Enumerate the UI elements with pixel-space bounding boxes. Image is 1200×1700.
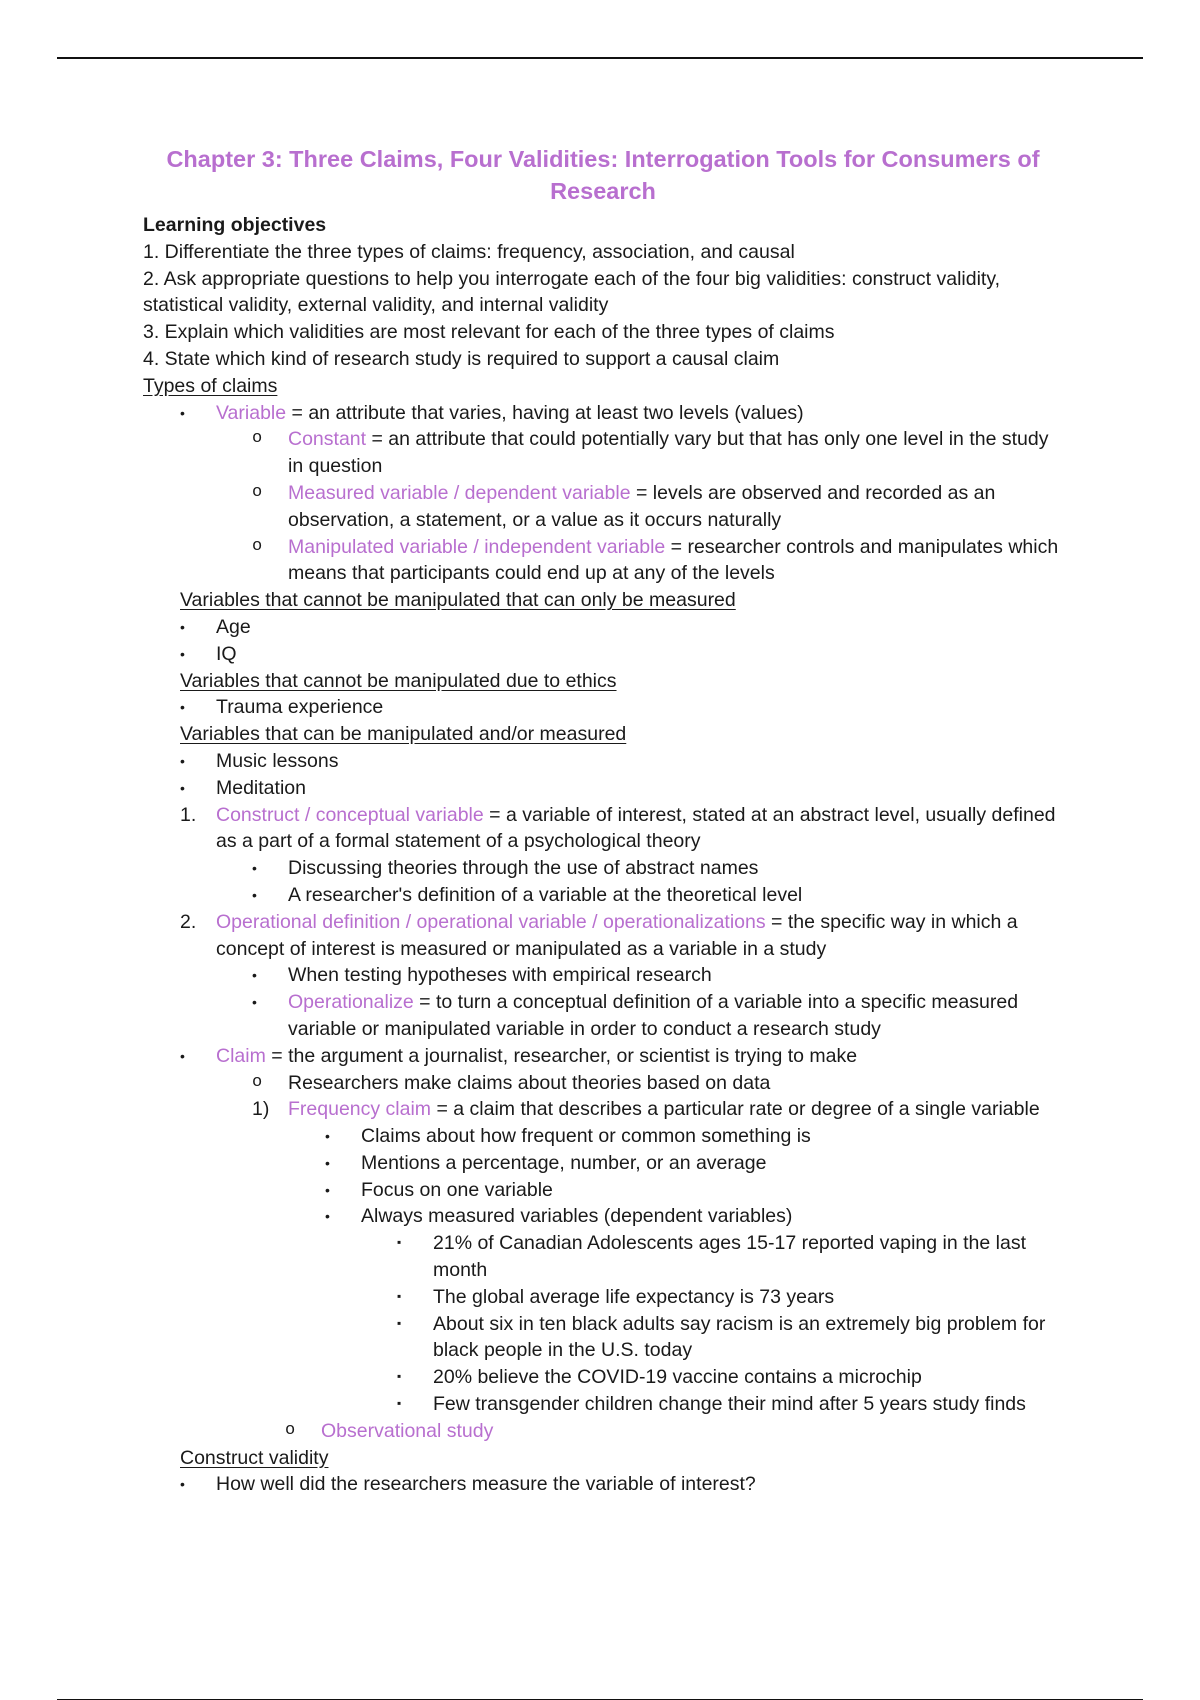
- constant-def: = an attribute that could potentially vary but that has only one level in the study in question: [288, 428, 1049, 478]
- list-item: [143, 1177, 1063, 1204]
- construct-variable-term: Construct / conceptual variable: [216, 803, 484, 826]
- group-heading-measured-only: Variables that cannot be manipulated that can only be measured: [180, 589, 736, 612]
- square-bullet-icon: ▪: [397, 1369, 402, 1384]
- circle-bullet-icon: o: [285, 1420, 296, 1440]
- document-page: [143, 143, 1063, 1498]
- item-number: 2.: [180, 910, 197, 933]
- numbered-item: [143, 1096, 1063, 1123]
- bullet-icon: •: [325, 1128, 330, 1145]
- claim-def: = the argument a journalist, researcher, or scientist is trying to make: [265, 1044, 858, 1067]
- list-item-text: Focus on one variable: [361, 1178, 553, 1201]
- page-title: Chapter 3: Three Claims, Four Validities: Interrogation Tools for Consumers of Research: [166, 146, 1040, 204]
- list-item: [143, 1230, 1063, 1284]
- list-item: [143, 1150, 1063, 1177]
- list-item-text: When testing hypotheses with empirical research: [288, 964, 712, 987]
- bullet-icon: •: [180, 1047, 185, 1064]
- bullet-icon: •: [180, 1476, 185, 1493]
- item-number: 1): [252, 1098, 270, 1121]
- circle-bullet-icon: o: [252, 482, 263, 502]
- square-bullet-icon: ▪: [397, 1396, 402, 1411]
- circle-bullet-icon: o: [252, 1072, 263, 1092]
- manipulated-variable-def: = researcher controls and manipulates which means that participants could end up at any of the levels: [288, 535, 1059, 585]
- list-item-text: Few transgender children change their mind after 5 years study finds: [433, 1393, 1026, 1416]
- list-item-text: Always measured variables (dependent variables): [361, 1205, 793, 1228]
- objective-2: 2. Ask appropriate questions to help you interrogate each of the four big validities: construct validity,: [143, 267, 1001, 290]
- group-heading-manipulable: Variables that can be manipulated and/or measured: [180, 723, 627, 746]
- measured-variable-def: = levels are observed and recorded as an observation, a statement, or a value as it occurs naturally: [288, 481, 996, 531]
- list-item: [143, 775, 1063, 802]
- list-item-text: Discussing theories through the use of abstract names: [288, 857, 759, 880]
- objective-2-cont: statistical validity, external validity, and internal validity: [143, 294, 609, 317]
- list-item-text: 21% of Canadian Adolescents ages 15-17 reported vaping in the last month: [433, 1232, 1026, 1282]
- list-item: [143, 855, 1063, 882]
- variable-def: = an attribute that varies, having at least two levels (values): [286, 401, 804, 424]
- list-item-text: Music lessons: [216, 749, 339, 772]
- list-item-text: A researcher's definition of a variable at the theoretical level: [288, 883, 803, 906]
- manipulated-variable-term: Manipulated variable / independent variable: [288, 535, 666, 558]
- numbered-item: [143, 802, 1063, 856]
- list-item: [143, 1364, 1063, 1391]
- numbered-item: [143, 909, 1063, 963]
- list-item: [143, 1418, 1063, 1445]
- list-item-text: How well did the researchers measure the variable of interest?: [216, 1473, 756, 1496]
- operationalize-term: Operationalize: [288, 991, 414, 1014]
- list-item: [143, 614, 1063, 641]
- list-item: [143, 1391, 1063, 1418]
- list-item-text: IQ: [216, 642, 237, 665]
- bullet-icon: •: [252, 860, 257, 877]
- list-item: [143, 748, 1063, 775]
- bullet-icon: •: [325, 1154, 330, 1171]
- list-item: [143, 1203, 1063, 1230]
- objective-3: 3. Explain which validities are most relevant for each of the three types of claims: [143, 321, 835, 344]
- list-item-text: Mentions a percentage, number, or an average: [361, 1151, 767, 1174]
- square-bullet-icon: ▪: [397, 1315, 402, 1330]
- types-of-claims-heading: Types of claims: [143, 374, 278, 397]
- list-item-text: 20% believe the COVID-19 vaccine contains a microchip: [433, 1366, 922, 1389]
- bullet-icon: •: [252, 886, 257, 903]
- list-item-text: Meditation: [216, 776, 306, 799]
- list-item-text: Researchers make claims about theories based on data: [288, 1071, 771, 1094]
- bullet-icon: •: [180, 699, 185, 716]
- list-item: [143, 962, 1063, 989]
- list-item-text: Age: [216, 615, 251, 638]
- measured-variable-term: Measured variable / dependent variable: [288, 481, 631, 504]
- bullet-icon: •: [252, 967, 257, 984]
- list-item: [143, 1070, 1063, 1097]
- list-item: [143, 694, 1063, 721]
- list-item: [143, 641, 1063, 668]
- list-item: [143, 1284, 1063, 1311]
- list-item: [143, 400, 1063, 427]
- learning-objectives-heading: Learning objectives: [143, 214, 327, 236]
- list-item: [143, 534, 1063, 588]
- square-bullet-icon: ▪: [397, 1288, 402, 1303]
- list-item-text: The global average life expectancy is 73 years: [433, 1285, 835, 1308]
- constant-term: Constant: [288, 428, 367, 451]
- claim-term: Claim: [216, 1044, 266, 1067]
- frequency-claim-term: Frequency claim: [288, 1098, 432, 1121]
- list-item-text: About six in ten black adults say racism is an extremely big problem for black people in the U.S. today: [433, 1312, 1046, 1362]
- item-number: 1.: [180, 803, 197, 826]
- operationalize-def: = to turn a conceptual definition of a variable into a specific measured variable or manipulated variable in order to conduct a research study: [288, 991, 1019, 1040]
- operational-definition-def: = the specific way in which a concept of interest is measured or manipulated as a variable in a study: [216, 910, 1018, 960]
- frequency-claim-def: = a claim that describes a particular rate or degree of a single variable: [431, 1098, 1040, 1121]
- list-item: [143, 1311, 1063, 1365]
- list-item: [143, 480, 1063, 534]
- construct-variable-def: = a variable of interest, stated at an abstract level, usually defined as a part of a formal statement of a psychological theory: [216, 803, 1056, 853]
- bullet-icon: •: [180, 618, 185, 635]
- bullet-icon: •: [325, 1181, 330, 1198]
- square-bullet-icon: ▪: [397, 1235, 402, 1250]
- list-item-text: Claims about how frequent or common something is: [361, 1125, 811, 1148]
- circle-bullet-icon: o: [252, 536, 263, 556]
- bullet-icon: •: [180, 404, 185, 421]
- list-item: [143, 426, 1063, 480]
- circle-bullet-icon: o: [252, 429, 263, 449]
- construct-validity-heading: Construct validity: [180, 1446, 329, 1469]
- list-item: [143, 882, 1063, 909]
- objective-1: 1. Differentiate the three types of claims: frequency, association, and causal: [143, 240, 795, 263]
- bullet-icon: •: [180, 645, 185, 662]
- list-item: [143, 989, 1063, 1043]
- operational-definition-term: Operational definition / operational variable / operationalizations: [216, 910, 766, 933]
- list-item: [143, 1123, 1063, 1150]
- observational-study-term: Observational study: [321, 1419, 494, 1442]
- list-item-text: Trauma experience: [216, 696, 384, 719]
- objective-4: 4. State which kind of research study is required to support a causal claim: [143, 347, 780, 370]
- header-rule: [57, 57, 1143, 59]
- bullet-icon: •: [180, 752, 185, 769]
- group-heading-ethics: Variables that cannot be manipulated due to ethics: [180, 669, 617, 692]
- list-item: [143, 1471, 1063, 1498]
- list-item: [143, 1043, 1063, 1070]
- bullet-icon: •: [252, 994, 257, 1011]
- bullet-icon: •: [180, 779, 185, 796]
- variable-term: Variable: [216, 401, 287, 424]
- bullet-icon: •: [325, 1208, 330, 1225]
